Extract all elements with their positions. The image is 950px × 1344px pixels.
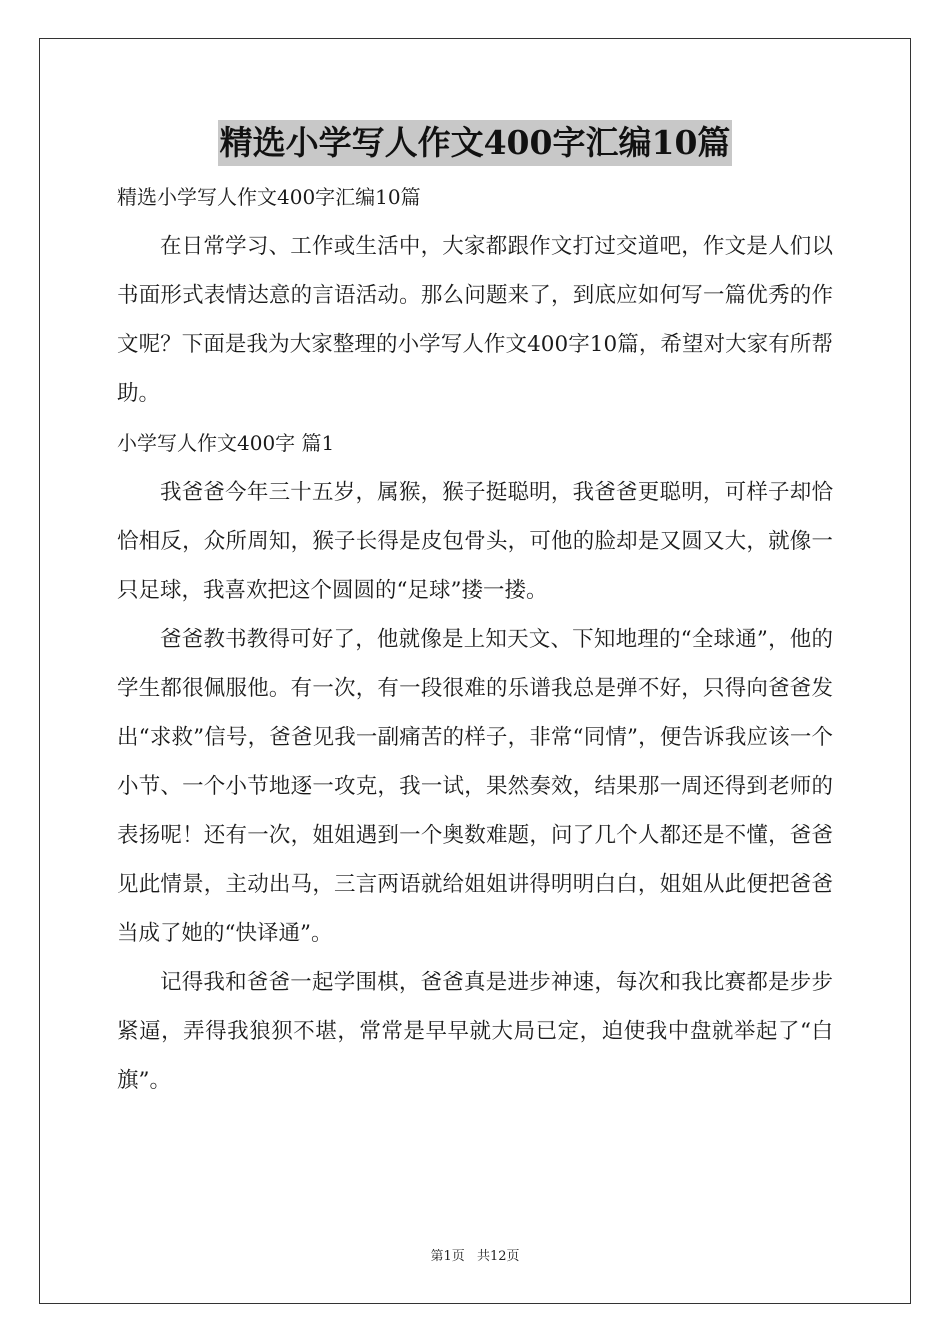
title-container [117, 120, 833, 166]
body-paragraph-2: 爸爸教书教得可好了，他就像是上知天文、下知地理的“全球通”，他的学生都很佩服他。有一次，有一段很难的乐谱我总是弹不好，只得向爸爸发出“求救”信号，爸爸见我一副痛苦的样子，非常“同情”，便告诉我应该一个小节、一个小节地逐一攻克，我一试，果然奏效，结果那一周还得到老师的表扬呢！还有一次，姐姐遇到一个奥数难题，问了几个人都还是不懂，爸爸见此情景，主动出马，三言两语就给姐姐讲得明明白白，姐姐从此便把爸爸当成了她的“快译通”。 [117, 627, 833, 946]
page-footer [0, 1248, 950, 1266]
page-total: 共12页 [476, 1249, 520, 1264]
intro-paragraph: 在日常学习、工作或生活中，大家都跟作文打过交道吧，作文是人们以书面形式表情达意的言语活动。那么问题来了，到底应如何写一篇优秀的作文呢？下面是我为大家整理的小学写人作文400字10篇，希望对大家有所帮助。 [117, 234, 833, 406]
document-subtitle: 精选小学写人作文400字汇编10篇 [117, 185, 421, 209]
body-paragraph-3: 记得我和爸爸一起学围棋，爸爸真是进步神速，每次和我比赛都是步步紧逼，弄得我狼狈不堪，常常是早早就大局已定，迫使我中盘就举起了“白旗”。 [117, 970, 833, 1093]
document-title: 精选小学写人作文400字汇编10篇 [218, 120, 733, 166]
page-number: 第1页 [430, 1249, 465, 1264]
body-paragraph-1: 我爸爸今年三十五岁，属猴，猴子挺聪明，我爸爸更聪明，可样子却恰恰相反，众所周知，猴子长得是皮包骨头，可他的脸却是又圆又大，就像一只足球，我喜欢把这个圆圆的“足球”搂一搂。 [117, 480, 833, 603]
section-heading: 小学写人作文400字 篇1 [117, 431, 335, 455]
document-body [117, 120, 833, 1105]
